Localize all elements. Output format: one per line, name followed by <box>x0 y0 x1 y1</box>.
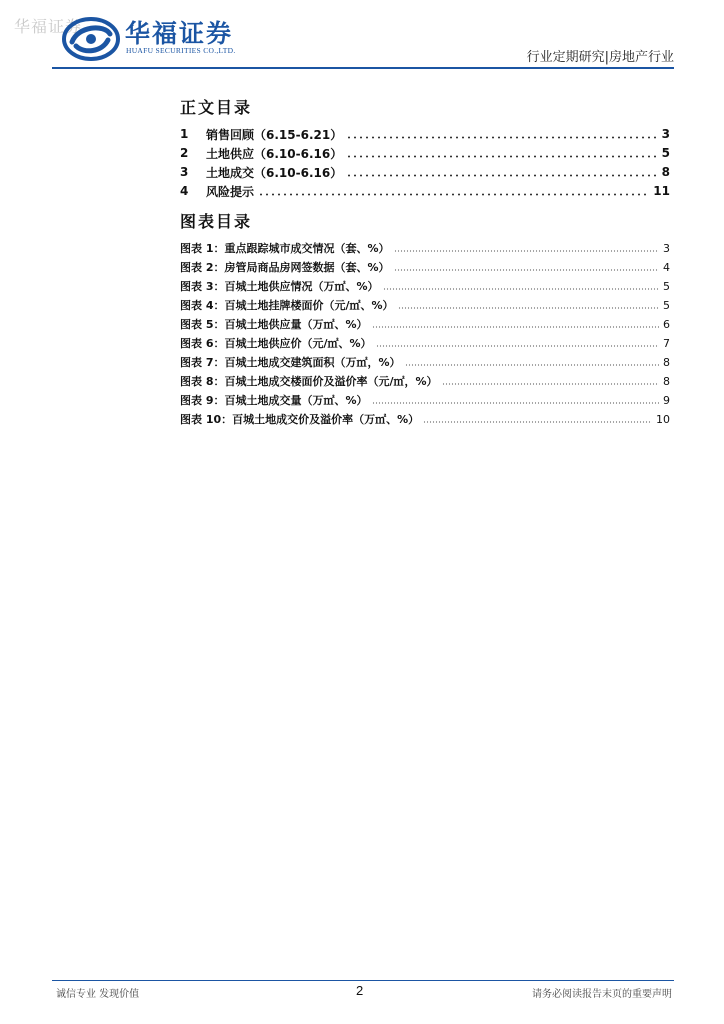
dot-leader <box>346 174 657 177</box>
figure-entry-label: 图表 7：百城土地成交建筑面积（万㎡，%） <box>180 356 401 369</box>
page-number: 2 <box>356 983 364 998</box>
header-divider <box>52 67 674 69</box>
report-category: 行业定期研究|房地产行业 <box>526 50 674 65</box>
figure-entry-page: 3 <box>663 241 670 255</box>
toc-entry[interactable] <box>180 182 670 200</box>
toc-title: 正文目录 <box>180 98 253 117</box>
toc-entry[interactable] <box>180 144 670 162</box>
figure-entry[interactable] <box>180 259 670 275</box>
dot-leader <box>398 307 659 309</box>
dot-leader <box>346 136 657 139</box>
toc-entry-number: 4 <box>180 184 189 198</box>
huafu-logo-icon <box>62 16 120 62</box>
dot-leader <box>405 364 659 366</box>
dot-leader <box>372 402 659 404</box>
figure-entry-label: 图表 5：百城土地供应量（万㎡、%） <box>180 318 368 331</box>
figure-entry-page: 5 <box>663 298 670 312</box>
figure-entry-page: 5 <box>663 279 670 293</box>
figure-entry-page: 7 <box>663 336 670 350</box>
dot-leader <box>394 269 659 271</box>
figure-entry[interactable] <box>180 392 670 408</box>
figure-entry-page: 8 <box>663 355 670 369</box>
dot-leader <box>383 288 659 290</box>
dot-leader <box>394 250 659 252</box>
figure-entry-label: 图表 6：百城土地供应价（元/㎡、%） <box>180 337 372 350</box>
figure-entry-page: 10 <box>656 412 670 426</box>
logo-name-en: HUAFU SECURITIES CO.,LTD. <box>126 46 236 55</box>
figure-entry-label: 图表 1：重点跟踪城市成交情况（套、%） <box>180 242 390 255</box>
toc-entry-title: 销售回顾（6.15-6.21） <box>206 127 343 142</box>
figure-entry-label: 图表 3：百城土地供应情况（万㎡、%） <box>180 280 379 293</box>
figure-entry[interactable] <box>180 316 670 332</box>
figure-entry-page: 8 <box>663 374 670 388</box>
toc-entry-page: 8 <box>661 165 670 179</box>
toc-entry-number: 3 <box>180 165 189 179</box>
toc-entry-page: 3 <box>661 127 670 141</box>
figure-entry[interactable] <box>180 411 670 427</box>
watermark-text: 华福证券 <box>14 17 83 36</box>
toc-entry-page: 5 <box>661 146 670 160</box>
toc-entry-title: 土地供应（6.10-6.16） <box>206 146 343 161</box>
figure-entry[interactable] <box>180 373 670 389</box>
figure-entry[interactable] <box>180 240 670 256</box>
dot-leader <box>372 326 659 328</box>
figure-entry-page: 4 <box>663 260 670 274</box>
dot-leader <box>376 345 659 347</box>
figure-entry-page: 6 <box>663 317 670 331</box>
logo-name-cn: 华福证券 <box>125 19 234 48</box>
toc-entry-number: 1 <box>180 127 189 141</box>
footer-slogan: 诚信专业 发现价值 <box>56 989 140 1000</box>
figure-entry[interactable] <box>180 354 670 370</box>
footer-divider <box>52 980 674 981</box>
figure-entry-label: 图表 8：百城土地成交楼面价及溢价率（元/㎡，%） <box>180 375 438 388</box>
figures-title: 图表目录 <box>180 212 253 231</box>
toc-entry-title: 风险提示 <box>206 184 255 199</box>
figure-entry-label: 图表 4：百城土地挂牌楼面价（元/㎡、%） <box>180 299 394 312</box>
dot-leader <box>442 383 659 385</box>
figure-entry-label: 图表 10：百城土地成交价及溢价率（万㎡、%） <box>180 413 420 426</box>
figure-entry-label: 图表 2：房管局商品房网签数据（套、%） <box>180 261 390 274</box>
figure-entry[interactable] <box>180 297 670 313</box>
figure-entry-label: 图表 9：百城土地成交量（万㎡、%） <box>180 394 368 407</box>
toc-entry-number: 2 <box>180 146 189 160</box>
figure-entry[interactable] <box>180 335 670 351</box>
footer-disclaimer: 请务必阅读报告末页的重要声明 <box>532 989 672 1000</box>
dot-leader <box>346 155 657 158</box>
toc-entry-page: 11 <box>653 184 670 198</box>
toc-entry[interactable] <box>180 163 670 181</box>
dot-leader <box>423 421 652 423</box>
figure-entry-page: 9 <box>663 393 670 407</box>
dot-leader <box>258 193 649 196</box>
figure-entry[interactable] <box>180 278 670 294</box>
toc-entry-title: 土地成交（6.10-6.16） <box>206 165 343 180</box>
toc-entry[interactable] <box>180 125 670 143</box>
